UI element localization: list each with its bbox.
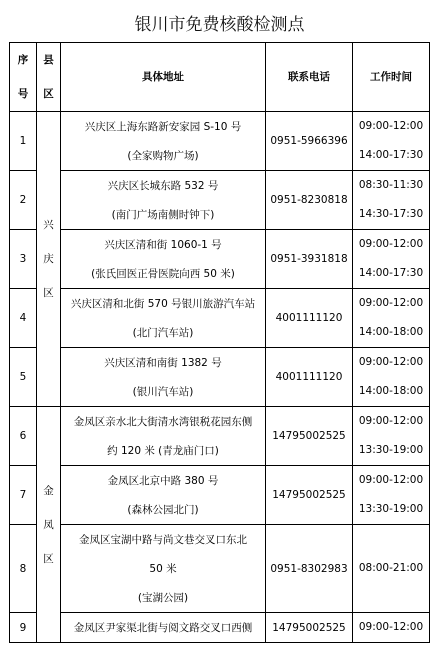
row-address: 兴庆区清和南街 1382 号 (银川汽车站) xyxy=(61,348,266,407)
row-hours: 09:00-12:00 13:30-19:00 xyxy=(353,407,430,466)
row-phone: 14795002525 xyxy=(266,466,353,525)
row-hours: 09:00-12:00 13:30-19:00 xyxy=(353,466,430,525)
row-phone: 14795002525 xyxy=(266,613,353,643)
row-address: 金凤区北京中路 380 号 (森林公园北门) xyxy=(61,466,266,525)
row-phone: 4001111120 xyxy=(266,348,353,407)
row-phone: 4001111120 xyxy=(266,289,353,348)
table-row xyxy=(10,171,430,230)
row-address: 金凤区亲水北大街清水湾银税花园东侧 约 120 米 (青龙庙门口) xyxy=(61,407,266,466)
row-phone: 0951-8230818 xyxy=(266,171,353,230)
row-hours: 08:00-21:00 xyxy=(353,525,430,613)
table-row xyxy=(10,613,430,643)
row-seq: 2 xyxy=(10,171,37,230)
row-hours: 09:00-12:00 14:00-17:30 xyxy=(353,230,430,289)
table-row xyxy=(10,112,430,171)
table-row xyxy=(10,230,430,289)
row-seq: 4 xyxy=(10,289,37,348)
row-seq: 3 xyxy=(10,230,37,289)
header-hours: 工作时间 xyxy=(353,43,430,112)
header-district: 县 区 xyxy=(37,43,61,112)
header-seq: 序 号 xyxy=(10,43,37,112)
row-address: 金凤区尹家渠北街与阅文路交叉口西侧 xyxy=(61,613,266,643)
row-seq: 6 xyxy=(10,407,37,466)
row-hours: 09:00-12:00 xyxy=(353,613,430,643)
test-site-table xyxy=(9,42,430,643)
row-address: 金凤区宝湖中路与尚文巷交叉口东北 50 米 (宝湖公园) xyxy=(61,525,266,613)
row-hours: 09:00-12:00 14:00-18:00 xyxy=(353,289,430,348)
row-address: 兴庆区清和北街 570 号银川旅游汽车站 (北门汽车站) xyxy=(61,289,266,348)
row-seq: 9 xyxy=(10,613,37,643)
row-seq: 8 xyxy=(10,525,37,613)
row-seq: 7 xyxy=(10,466,37,525)
row-phone: 14795002525 xyxy=(266,407,353,466)
table-row xyxy=(10,466,430,525)
row-hours: 09:00-12:00 14:00-18:00 xyxy=(353,348,430,407)
row-phone: 0951-8302983 xyxy=(266,525,353,613)
row-hours: 08:30-11:30 14:30-17:30 xyxy=(353,171,430,230)
table-row xyxy=(10,525,430,613)
row-address: 兴庆区长城东路 532 号 (南门广场南侧时钟下) xyxy=(61,171,266,230)
header-phone: 联系电话 xyxy=(266,43,353,112)
row-seq: 1 xyxy=(10,112,37,171)
table-row xyxy=(10,289,430,348)
page-title: 银川市免费核酸检测点 xyxy=(134,15,305,35)
row-phone: 0951-3931818 xyxy=(266,230,353,289)
table-row xyxy=(10,407,430,466)
header-address: 具体地址 xyxy=(61,43,266,112)
header-row xyxy=(10,43,430,112)
row-address: 兴庆区清和街 1060-1 号 (张氏回医正骨医院向西 50 米) xyxy=(61,230,266,289)
row-hours: 09:00-12:00 14:00-17:30 xyxy=(353,112,430,171)
row-phone: 0951-5966396 xyxy=(266,112,353,171)
district-jinfeng: 金 凤 区 xyxy=(37,407,61,643)
table-row xyxy=(10,348,430,407)
district-xingqing: 兴 庆 区 xyxy=(37,112,61,407)
row-seq: 5 xyxy=(10,348,37,407)
row-address: 兴庆区上海东路新安家园 S-10 号 (全家购物广场) xyxy=(61,112,266,171)
